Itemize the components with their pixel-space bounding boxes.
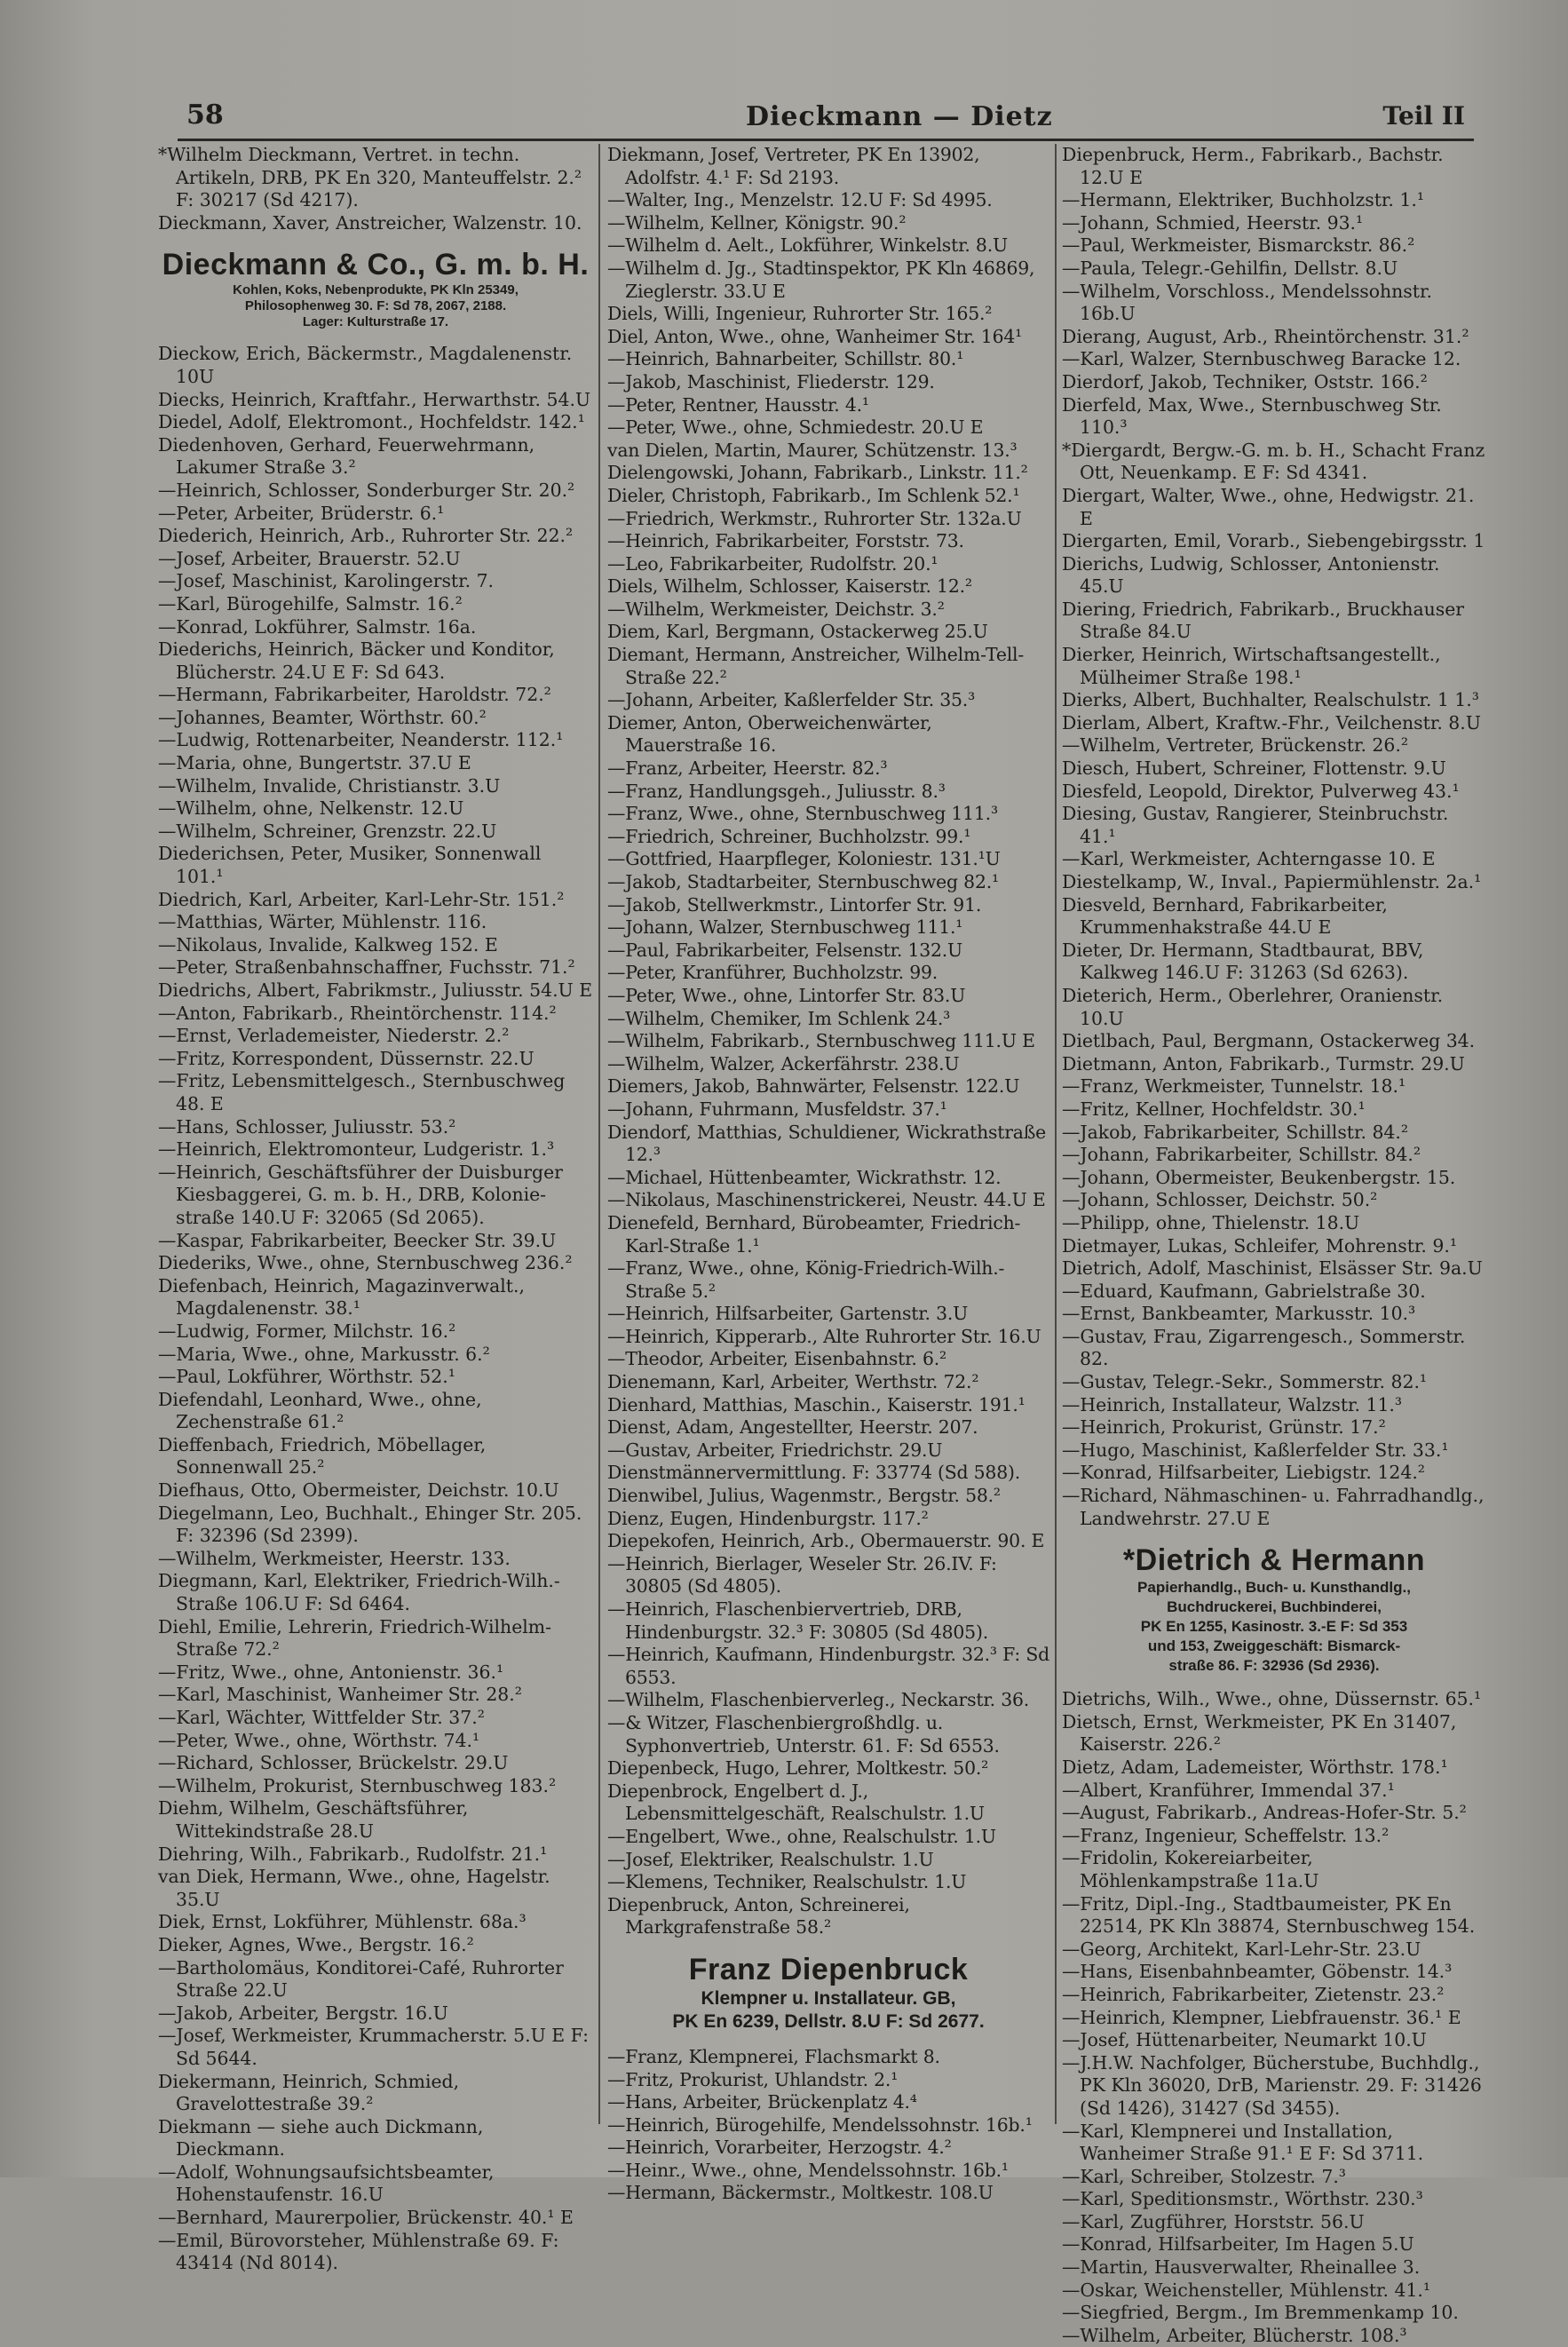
directory-entry: —Franz, Wwe., ohne, König-Friedrich-Wilh.-Straße 5.² (607, 1257, 1005, 1302)
ad-line: PK En 6239, Dellstr. 8.U F: Sd 2677. (672, 2010, 985, 2032)
advertisement-dieckmann-co (158, 247, 593, 330)
directory-entry: —Josef, Elektriker, Realschulstr. 1.U (607, 1848, 934, 1870)
directory-entry: Diedrich, Karl, Arbeiter, Karl-Lehr-Str. 151.² (158, 888, 565, 910)
directory-entry: —Albert, Kranführer, Immendal 37.¹ (1062, 1779, 1395, 1801)
ad-line: Philosophenweg 30. F: Sd 78, 2067, 2188. (244, 298, 507, 314)
directory-entry: —Theodor, Arbeiter, Eisenbahnstr. 6.² (607, 1348, 947, 1370)
directory-entry: —Hermann, Elektriker, Buchholzstr. 1.¹ (1062, 189, 1424, 211)
directory-entry: —Jakob, Arbeiter, Bergstr. 16.U (158, 2002, 448, 2024)
directory-entry: Dietz, Adam, Lademeister, Wörthstr. 178.¹ (1062, 1756, 1448, 1778)
directory-entry: Diesing, Gustav, Rangierer, Steinbruchstr. 41.¹ (1062, 803, 1449, 847)
directory-entry: —Michael, Hüttenbeamter, Wickrathstr. 12. (607, 1166, 1002, 1188)
directory-entry: Diecks, Heinrich, Kraftfahr., Herwarthstr. 54.U (158, 388, 591, 410)
directory-entry: —Klemens, Techniker, Realschulstr. 1.U (607, 1871, 967, 1893)
directory-entry: —Wilhelm, Kellner, Königstr. 90.² (607, 211, 907, 234)
directory-entry: —Johann, Schmied, Heerstr. 93.¹ (1062, 211, 1364, 234)
directory-entry: —Heinrich, Bahnarbeiter, Schillstr. 80.¹ (607, 348, 964, 370)
directory-entry: —Hermann, Fabrikarbeiter, Haroldstr. 72.² (158, 684, 551, 706)
directory-entry: —Wilhelm, Walzer, Ackerfährstr. 238.U (607, 1052, 960, 1074)
page-number: 58 (186, 99, 224, 131)
ad-line: PK En 1255, Kasinostr. 3.-E F: Sd 353 (1140, 1618, 1408, 1636)
directory-entry: —Peter, Wwe., ohne, Schmiedestr. 20.U E (607, 416, 984, 439)
directory-entry: —Johann, Arbeiter, Kaßlerfelder Str. 35.³ (607, 689, 976, 711)
directory-entry: —Johann, Walzer, Sternbuschweg 111.¹ (607, 916, 963, 939)
ad-line: Lager: Kulturstraße 17. (302, 314, 449, 330)
directory-entry: Dienstmännervermittlung. F: 33774 (Sd 588). (607, 1462, 1021, 1484)
directory-entry: Dielengowski, Johann, Fabrikarb., Linkstr. 11.² (607, 462, 1028, 484)
directory-entry: Diefhaus, Otto, Obermeister, Deichstr. 10.U (158, 1479, 559, 1502)
directory-entry: —Heinr., Wwe., ohne, Mendelssohnstr. 16b.¹ (607, 2159, 1009, 2181)
directory-entry: —Peter, Rentner, Hausstr. 4.¹ (607, 393, 869, 416)
ad-line: und 153, Zweiggeschäft: Bismarck- (1147, 1637, 1401, 1655)
directory-entry: Diering, Friedrich, Fabrikarb., Bruckhauser Straße 84.U (1062, 598, 1465, 643)
directory-entry: Diesveld, Bernhard, Fabrikarbeiter, Krummenhakstraße 44.U E (1062, 893, 1388, 939)
directory-entry: Diepenbruck, Anton, Schreinerei, Markgrafenstraße 58.² (607, 1893, 910, 1939)
directory-entry: —Heinrich, Prokurist, Grünstr. 17.² (1062, 1416, 1386, 1439)
directory-entry: Dietmann, Anton, Fabrikarb., Turmstr. 29.U (1062, 1052, 1465, 1074)
directory-entry: —J.H.W. Nachfolger, Bücherstube, Buchhdlg., PK Kln 36020, DrB, Marienstr. 29. F: 31426 (Sd 1426), 31427 (Sd 3455). (1062, 2051, 1482, 2119)
directory-entry: —Ernst, Bankbeamter, Markusstr. 10.³ (1062, 1303, 1416, 1325)
ad-company-name: Dieckmann & Co., G. m. b. H. (162, 248, 590, 282)
directory-entry: —Richard, Nähmaschinen- u. Fahrradhandlg., Landwehrstr. 27.U E (1062, 1485, 1485, 1529)
directory-entry: —Fritz, Dipl.-Ing., Stadtbaumeister, PK En 22514, PK Kln 38874, Sternbuschweg 154. (1062, 1892, 1476, 1938)
directory-entry: —Jakob, Fabrikarbeiter, Schillstr. 84.² (1062, 1121, 1409, 1143)
directory-entry: Diekermann, Heinrich, Schmied, Gravelottestraße 39.² (158, 2070, 460, 2115)
directory-entry: —Josef, Maschinist, Karolingerstr. 7. (158, 570, 495, 592)
directory-entry: —Gustav, Arbeiter, Friedrichstr. 29.U (607, 1439, 943, 1461)
directory-entry: Diepenbrock, Engelbert d. J., Lebensmittelgeschäft, Realschulstr. 1.U (607, 1780, 985, 1825)
directory-entry: Diefendahl, Leonhard, Wwe., ohne, Zechenstraße 61.² (158, 1388, 482, 1433)
directory-entry: —Jakob, Maschinist, Fliederstr. 129. (607, 370, 935, 392)
directory-entry: Diehl, Emilie, Lehrerin, Friedrich-Wilhelm-Straße 72.² (158, 1615, 552, 1661)
directory-entry: —Konrad, Hilfsarbeiter, Liebigstr. 124.² (1062, 1462, 1425, 1484)
directory-entry: —Nikolaus, Invalide, Kalkweg 152. E (158, 933, 498, 955)
running-title: Dieckmann — Dietz (746, 101, 1053, 132)
directory-entry: —Friedrich, Werkmstr., Ruhrorter Str. 132a.U (607, 507, 1022, 529)
directory-entry: Dierlam, Albert, Kraftw.-Fhr., Veilchenstr. 8.U (1062, 711, 1481, 733)
directory-entry: Diedrichs, Albert, Fabrikmstr., Juliusstr. 54.U E (158, 979, 593, 1001)
directory-entry: —Wilhelm, Chemiker, Im Schlenk 24.³ (607, 1007, 951, 1029)
directory-entry: —Johann, Schlosser, Deichstr. 50.² (1062, 1189, 1378, 1211)
directory-entry: —Engelbert, Wwe., ohne, Realschulstr. 1.U (607, 1825, 996, 1847)
directory-entry: —Wilhelm, Flaschenbierverleg., Neckarstr. 36. (607, 1689, 1030, 1711)
directory-entry: Diekmann — siehe auch Dickmann, Dieckmann. (158, 2115, 484, 2161)
directory-entry: —Paula, Telegr.-Gehilfin, Dellstr. 8.U (1062, 257, 1398, 279)
directory-entry: —& Witzer, Flaschenbiergroßhdlg. u. Syphonvertrieb, Unterstr. 61. F: Sd 6553. (607, 1711, 1000, 1756)
directory-entry: Dienwibel, Julius, Wagenmstr., Bergstr. 58.² (607, 1485, 1001, 1507)
advertisement-franz-diepenbruck (607, 1952, 1049, 2034)
directory-entry: —Heinrich, Fabrikarbeiter, Forststr. 73. (607, 530, 964, 552)
directory-entry: Diem, Karl, Bergmann, Ostackerweg 25.U (607, 621, 988, 643)
directory-entry: —Heinrich, Klempner, Liebfrauenstr. 36.¹ E (1062, 2006, 1461, 2028)
directory-entry: Dierks, Albert, Buchhalter, Realschulstr. 1 1.³ (1062, 689, 1479, 711)
directory-entry: Diergart, Walter, Wwe., ohne, Hedwigstr. 21. E (1062, 484, 1475, 529)
directory-entry: Diemers, Jakob, Bahnwärter, Felsenstr. 122.U (607, 1075, 1020, 1098)
directory-entry: —Wilhelm, Schreiner, Grenzstr. 22.U (158, 820, 497, 842)
directory-entry: Dietsch, Ernst, Werkmeister, PK En 31407, Kaiserstr. 226.² (1062, 1710, 1457, 1756)
directory-entry: —Hugo, Maschinist, Kaßlerfelder Str. 33.¹ (1062, 1439, 1449, 1461)
directory-entry: —Karl, Schreiber, Stolzestr. 7.³ (1062, 2165, 1346, 2187)
directory-entry: —Paul, Fabrikarbeiter, Felsenstr. 132.U (607, 939, 963, 961)
column-divider (1055, 144, 1057, 2124)
directory-entry: Dierichs, Ludwig, Schlosser, Antonienstr. 45.U (1062, 552, 1440, 598)
ad-line: straße 86. F: 32936 (Sd 2936). (1168, 1657, 1380, 1675)
directory-entry: —Franz, Klempnerei, Flachsmarkt 8. (607, 2045, 940, 2067)
directory-entry: Diestelkamp, W., Inval., Papiermühlenstr. 2a.¹ (1062, 871, 1482, 892)
directory-entry: Dietrichs, Wilh., Wwe., ohne, Düssernstr. 65.¹ (1062, 1688, 1482, 1710)
directory-entry: —Fritz, Wwe., ohne, Antonienstr. 36.¹ (158, 1661, 504, 1683)
directory-entry: Dietrich, Adolf, Maschinist, Elsässer Str. 9a.U (1062, 1257, 1483, 1280)
directory-entry: Diesch, Hubert, Schreiner, Flottenstr. 9.U (1062, 757, 1446, 780)
ad-company-name: Franz Diepenbruck (688, 1952, 969, 1986)
directory-entry: —Wilhelm, Werkmeister, Heerstr. 133. (158, 1547, 511, 1569)
directory-entry: —Georg, Architekt, Karl-Lehr-Str. 23.U (1062, 1938, 1421, 1960)
directory-entry: —Peter, Wwe., ohne, Wörthstr. 74.¹ (158, 1729, 480, 1751)
directory-entry: —Wilhelm, ohne, Nelkenstr. 12.U (158, 797, 464, 820)
directory-entry: Diehring, Wilh., Fabrikarb., Rudolfstr. 21.¹ (158, 1843, 548, 1865)
directory-entry: Diekmann, Josef, Vertreter, PK En 13902, Adolfstr. 4.¹ F: Sd 2193. (607, 144, 980, 188)
ad-line: Kohlen, Koks, Nebenprodukte, PK Kln 25349, (233, 282, 519, 298)
directory-entry: Diedenhoven, Gerhard, Feuerwehrmann, Lakumer Straße 3.² (158, 433, 535, 479)
directory-entry: —Peter, Wwe., ohne, Lintorfer Str. 83.U (607, 984, 966, 1006)
directory-entry: —Wilhelm, Fabrikarb., Sternbuschweg 111.U E (607, 1030, 1035, 1052)
directory-entry: —Heinrich, Bierlager, Weseler Str. 26.IV. F: 30805 (Sd 4805). (607, 1552, 997, 1598)
directory-entry: —Karl, Maschinist, Wanheimer Str. 28.² (158, 1684, 522, 1706)
directory-entry: —Karl, Bürogehilfe, Salmstr. 16.² (158, 592, 463, 615)
directory-entry: —Johann, Obermeister, Beukenbergstr. 15. (1062, 1166, 1456, 1188)
directory-entry: —Peter, Arbeiter, Brüderstr. 6.¹ (158, 502, 445, 524)
directory-entry: —Fritz, Korrespondent, Düssernstr. 22.U (158, 1047, 535, 1069)
directory-entry: Diederiks, Wwe., ohne, Sternbuschweg 236.² (158, 1252, 573, 1274)
column-3 (1062, 144, 1486, 2346)
directory-entry: —Kaspar, Fabrikarbeiter, Beecker Str. 39.U (158, 1229, 557, 1251)
directory-entry: —Johann, Fuhrmann, Musfeldstr. 37.¹ (607, 1098, 947, 1120)
directory-entry: —Hans, Schlosser, Juliusstr. 53.² (158, 1115, 456, 1138)
directory-entry: Diederich, Heinrich, Arb., Ruhrorter Str. 22.² (158, 525, 574, 547)
directory-entry: Diegelmann, Leo, Buchhalt., Ehinger Str. 205. F: 32396 (Sd 2399). (158, 1502, 582, 1547)
directory-entry: —Fritz, Kellner, Hochfeldstr. 30.¹ (1062, 1098, 1366, 1120)
column-divider (598, 144, 600, 2124)
directory-entry: —Ludwig, Rottenarbeiter, Neanderstr. 112.¹ (158, 729, 564, 751)
directory-entry: Dienz, Eugen, Hindenburgstr. 117.² (607, 1507, 929, 1529)
directory-entry: —Heinrich, Fabrikarbeiter, Zietenstr. 23.² (1062, 1983, 1445, 2005)
directory-entry: —Fritz, Lebensmittelgesch., Sternbuschweg 48. E (158, 1070, 566, 1114)
directory-entry: Dieffenbach, Friedrich, Möbellager, Sonnenwall 25.² (158, 1433, 487, 1479)
directory-entry: —Eduard, Kaufmann, Gabrielstraße 30. (1062, 1280, 1426, 1302)
directory-entry: Dietlbach, Paul, Bergmann, Ostackerweg 34. (1062, 1030, 1476, 1052)
advertisement-dietrich-hermann (1062, 1542, 1486, 1676)
directory-entry: —Wilhelm, Vorschloss., Mendelssohnstr. 16b.U (1062, 280, 1432, 325)
directory-entry: —Peter, Kranführer, Buchholzstr. 99. (607, 962, 938, 984)
directory-entry: —Konrad, Lokführer, Salmstr. 16a. (158, 615, 477, 638)
directory-entry: Dienst, Adam, Angestellter, Heerstr. 207. (607, 1416, 978, 1439)
directory-entry: Diemant, Hermann, Anstreicher, Wilhelm-Tell-Straße 22.² (607, 644, 1025, 688)
directory-entry: —Wilhelm d. Aelt., Lokführer, Winkelstr. 8.U (607, 234, 1008, 257)
directory-entry: —Friedrich, Schreiner, Buchholzstr. 99.¹ (607, 825, 971, 847)
directory-entry: —Paul, Lokführer, Wörthstr. 52.¹ (158, 1366, 455, 1388)
directory-entry: *Wilhelm Dieckmann, Vertret. in techn. Artikeln, DRB, PK En 320, Manteuffelstr. 2.² F: 30217 (Sd 4217). (158, 144, 582, 211)
directory-entry: —Josef, Hüttenarbeiter, Neumarkt 10.U (1062, 2029, 1427, 2051)
directory-entry: —Adolf, Wohnungsaufsichtsbeamter, Hohenstaufenstr. 16.U (158, 2161, 495, 2206)
directory-entry: Diel, Anton, Wwe., ohne, Wanheimer Str. 164¹ (607, 325, 1023, 347)
directory-entry: —Franz, Handlungsgeh., Juliusstr. 8.³ (607, 780, 946, 802)
directory-entry: —Hans, Arbeiter, Brückenplatz 4.⁴ (607, 2091, 917, 2113)
directory-entry: —Maria, ohne, Bungertstr. 37.U E (158, 752, 471, 774)
directory-entry: —Martin, Hausverwalter, Rheinallee 3. (1062, 2256, 1421, 2279)
directory-entry: —Leo, Fabrikarbeiter, Rudolfstr. 20.¹ (607, 552, 938, 575)
directory-entry: —Richard, Schlosser, Brückelstr. 29.U (158, 1752, 509, 1774)
directory-entry: Diels, Wilhelm, Schlosser, Kaiserstr. 12.² (607, 575, 972, 598)
directory-entry: Diels, Willi, Ingenieur, Ruhrorter Str. 165.² (607, 303, 993, 325)
directory-entry: Diefenbach, Heinrich, Magazinverwalt., Magdalenenstr. 38.¹ (158, 1274, 525, 1320)
directory-entry: —Wilhelm, Vertreter, Brückenstr. 26.² (1062, 734, 1409, 757)
directory-entry: —Karl, Wächter, Wittfelder Str. 37.² (158, 1707, 485, 1728)
directory-entry: Dietmayer, Lukas, Schleifer, Mohrenstr. 9.¹ (1062, 1234, 1457, 1257)
directory-entry: —Johann, Fabrikarbeiter, Schillstr. 84.² (1062, 1144, 1421, 1166)
directory-entry: —Franz, Ingenieur, Scheffelstr. 13.² (1062, 1824, 1390, 1846)
directory-entry: —Franz, Werkmeister, Tunnelstr. 18.¹ (1062, 1075, 1406, 1098)
directory-entry: —Wilhelm, Arbeiter, Blücherstr. 108.³ (1062, 2324, 1407, 2346)
directory-entry: —Josef, Arbeiter, Brauerstr. 52.U (158, 547, 461, 569)
directory-entry: —Philipp, ohne, Thielenstr. 18.U (1062, 1211, 1360, 1233)
column-2 (607, 144, 1049, 2204)
directory-entry: Dieckmann, Xaver, Anstreicher, Walzenstr. 10. (158, 211, 582, 234)
directory-entry: —Jakob, Stadtarbeiter, Sternbuschweg 82.¹ (607, 871, 999, 892)
directory-entry: van Dielen, Martin, Maurer, Schützenstr. 13.³ (607, 439, 1018, 461)
directory-entry: Dieler, Christoph, Fabrikarb., Im Schlenk 52.¹ (607, 484, 1020, 506)
ad-line: Klempner u. Installateur. GB, (701, 1987, 956, 2009)
directory-entry: *Diergardt, Bergw.-G. m. b. H., Schacht Franz Ott, Neuenkamp. E F: Sd 4341. (1062, 439, 1485, 484)
directory-entry: Dieterich, Herm., Oberlehrer, Oranienstr. 10.U (1062, 984, 1444, 1029)
directory-entry: —Heinrich, Hilfsarbeiter, Gartenstr. 3.U (607, 1303, 969, 1325)
directory-entry: Dieckow, Erich, Bäckermstr., Magdalenenstr. 10U (158, 343, 573, 387)
directory-entry: —Peter, Straßenbahnschaffner, Fuchsstr. 71.² (158, 956, 575, 979)
directory-entry: Diepenbeck, Hugo, Lehrer, Moltkestr. 50.² (607, 1757, 989, 1780)
directory-entry: Dienefeld, Bernhard, Bürobeamter, Friedrich-Karl-Straße 1.¹ (607, 1211, 1021, 1257)
directory-entry: Diendorf, Matthias, Schuldiener, Wickrathstraße 12.³ (607, 1121, 1047, 1166)
directory-entry: Diedel, Adolf, Elektromont., Hochfeldstr. 142.¹ (158, 411, 585, 433)
directory-entry: —Heinrich, Kaufmann, Hindenburgstr. 32.³ F: Sd 6553. (607, 1644, 1049, 1688)
directory-entry: Dieter, Dr. Hermann, Stadtbaurat, BBV, Kalkweg 146.U F: 31263 (Sd 6263). (1062, 939, 1424, 984)
directory-entry: Dierang, August, Arb., Rheintörchenstr. 31.² (1062, 325, 1469, 347)
directory-entry: —Bartholomäus, Konditorei-Café, Ruhrorter Straße 22.U (158, 1956, 564, 2002)
directory-entry: Diegmann, Karl, Elektriker, Friedrich-Wilh.-Straße 106.U F: Sd 6464. (158, 1570, 560, 1615)
directory-entry: —Johannes, Beamter, Wörthstr. 60.² (158, 706, 487, 728)
directory-entry: —Walter, Ing., Menzelstr. 12.U F: Sd 4995. (607, 189, 993, 211)
ad-line: Papierhandlg., Buch- u. Kunsthandlg., (1137, 1579, 1411, 1597)
directory-entry: Dierker, Heinrich, Wirtschaftsangestellt., Mülheimer Straße 198.¹ (1062, 644, 1441, 688)
column-1 (158, 144, 593, 2274)
directory-entry: —Karl, Werkmeister, Achterngasse 10. E (1062, 848, 1436, 870)
directory-entry: —Matthias, Wärter, Mühlenstr. 116. (158, 911, 487, 933)
directory-entry: —Gustav, Telegr.-Sekr., Sommerstr. 82.¹ (1062, 1371, 1428, 1393)
directory-entry: Dienhard, Matthias, Maschin., Kaiserstr. 191.¹ (607, 1393, 1026, 1415)
directory-entry: Dierfeld, Max, Wwe., Sternbuschweg Str. 110.³ (1062, 393, 1442, 439)
directory-entry: Diepekofen, Heinrich, Arb., Obermauerstr. 90. E (607, 1530, 1045, 1552)
directory-entry: —Fritz, Prokurist, Uhlandstr. 2.¹ (607, 2068, 899, 2090)
page-header (178, 99, 1474, 141)
ad-line: Buchdruckerei, Buchbinderei, (1167, 1598, 1382, 1616)
directory-entry: —Wilhelm, Invalide, Christianstr. 3.U (158, 774, 501, 797)
directory-entry: —Karl, Zugführer, Horststr. 56.U (1062, 2210, 1365, 2232)
directory-entry: —Wilhelm, Prokurist, Sternbuschweg 183.² (158, 1774, 557, 1796)
directory-entry: —Konrad, Hilfsarbeiter, Im Hagen 5.U (1062, 2233, 1414, 2256)
directory-entry: Diederichsen, Peter, Musiker, Sonnenwall 101.¹ (158, 843, 542, 888)
directory-entry: —Karl, Walzer, Sternbuschweg Baracke 12. (1062, 348, 1461, 370)
directory-entry: —Heinrich, Bürogehilfe, Mendelssohnstr. 16b.¹ (607, 2113, 1033, 2136)
directory-entry: —Karl, Klempnerei und Installation, Wanheimer Straße 91.¹ E F: Sd 3711. (1062, 2120, 1424, 2165)
directory-entry: —Josef, Werkmeister, Krummacherstr. 5.U E F: Sd 5644. (158, 2025, 589, 2069)
directory-entry: Diederichs, Heinrich, Bäcker und Konditor, Blücherstr. 24.U E F: Sd 643. (158, 638, 555, 683)
section-label: Teil II (1382, 101, 1465, 131)
directory-entry: Diemer, Anton, Oberweichenwärter, Mauerstraße 16. (607, 711, 932, 757)
directory-entry: —Ludwig, Former, Milchstr. 16.² (158, 1320, 456, 1342)
directory-entry: Diehm, Wilhelm, Geschäftsführer, Wittekindstraße 28.U (158, 1797, 469, 1842)
directory-entry: —Ernst, Verlademeister, Niederstr. 2.² (158, 1025, 510, 1047)
directory-entry: van Diek, Hermann, Wwe., ohne, Hagelstr. 35.U (158, 1866, 550, 1910)
directory-entry: —Emil, Bürovorsteher, Mühlenstraße 69. F: 43414 (Nd 8014). (158, 2229, 559, 2274)
directory-entry: —Heinrich, Flaschenbiervertrieb, DRB, Hindenburgstr. 32.³ F: 30805 (Sd 4805). (607, 1598, 988, 1643)
directory-entry: —Karl, Speditionsmstr., Wörthstr. 230.³ (1062, 2188, 1423, 2210)
directory-entry: —Nikolaus, Maschinenstrickerei, Neustr. 44.U E (607, 1189, 1046, 1211)
directory-entry: —August, Fabrikarb., Andreas-Hofer-Str. 5.² (1062, 1802, 1467, 1824)
directory-entry: Diepenbruck, Herm., Fabrikarb., Bachstr. 12.U E (1062, 144, 1444, 188)
directory-entry: —Gustav, Frau, Zigarrengesch., Sommerstr. 82. (1062, 1325, 1466, 1370)
directory-entry: Diergarten, Emil, Vorarb., Siebengebirgsstr. 1 (1062, 530, 1485, 552)
directory-entry: Dierdorf, Jakob, Techniker, Oststr. 166.² (1062, 370, 1428, 392)
directory-entry: —Bernhard, Maurerpolier, Brückenstr. 40.¹ E (158, 2207, 574, 2229)
directory-entry: —Heinrich, Installateur, Walzstr. 11.³ (1062, 1393, 1403, 1415)
directory-entry: —Heinrich, Vorarbeiter, Herzogstr. 4.² (607, 2137, 952, 2159)
directory-entry: —Paul, Werkmeister, Bismarckstr. 86.² (1062, 234, 1415, 257)
directory-entry: —Anton, Fabrikarb., Rheintörchenstr. 114.² (158, 1002, 557, 1024)
directory-entry: —Fridolin, Kokereiarbeiter, Möhlenkampstraße 11a.U (1062, 1847, 1319, 1891)
ad-company-name: *Dietrich & Hermann (1122, 1543, 1426, 1578)
directory-entry: Diesfeld, Leopold, Direktor, Pulverweg 43.¹ (1062, 780, 1460, 802)
directory-entry: —Hans, Eisenbahnbeamter, Göbenstr. 14.³ (1062, 1961, 1453, 1983)
directory-entry: —Jakob, Stellwerkmstr., Lintorfer Str. 91. (607, 893, 982, 916)
directory-entry: Dieker, Agnes, Wwe., Bergstr. 16.² (158, 1933, 474, 1955)
directory-entry: —Maria, Wwe., ohne, Markusstr. 6.² (158, 1343, 490, 1365)
directory-entry: —Wilhelm d. Jg., Stadtinspektor, PK Kln 46869, Zieglerstr. 33.U E (607, 257, 1035, 302)
directory-entry: —Heinrich, Schlosser, Sonderburger Str. 20.² (158, 479, 575, 501)
directory-entry: —Wilhelm, Werkmeister, Deichstr. 3.² (607, 598, 945, 620)
directory-entry: —Heinrich, Geschäftsführer der Duisburger Kiesbaggerei, G. m. b. H., DRB, Kolonie-straße 140.U F: 32065 (Sd 2065). (158, 1161, 563, 1228)
directory-entry: Dienemann, Karl, Arbeiter, Werthstr. 72.² (607, 1371, 979, 1393)
directory-entry: —Hermann, Bäckermstr., Moltkestr. 108.U (607, 2182, 994, 2204)
directory-entry: —Heinrich, Elektromonteur, Ludgeristr. 1.³ (158, 1138, 555, 1161)
directory-entry: —Oskar, Weichensteller, Mühlenstr. 41.¹ (1062, 2279, 1431, 2301)
directory-entry: —Heinrich, Kipperarb., Alte Ruhrorter Str. 16.U (607, 1325, 1041, 1347)
directory-entry: —Siegfried, Bergm., Im Bremmenkamp 10. (1062, 2302, 1459, 2324)
directory-entry: —Franz, Wwe., ohne, Sternbuschweg 111.³ (607, 803, 998, 825)
directory-entry: —Gottfried, Haarpfleger, Koloniestr. 131.¹U (607, 848, 1001, 870)
directory-entry: —Franz, Arbeiter, Heerstr. 82.³ (607, 757, 888, 780)
directory-entry: Diek, Ernst, Lokführer, Mühlenstr. 68a.³ (158, 1911, 527, 1933)
